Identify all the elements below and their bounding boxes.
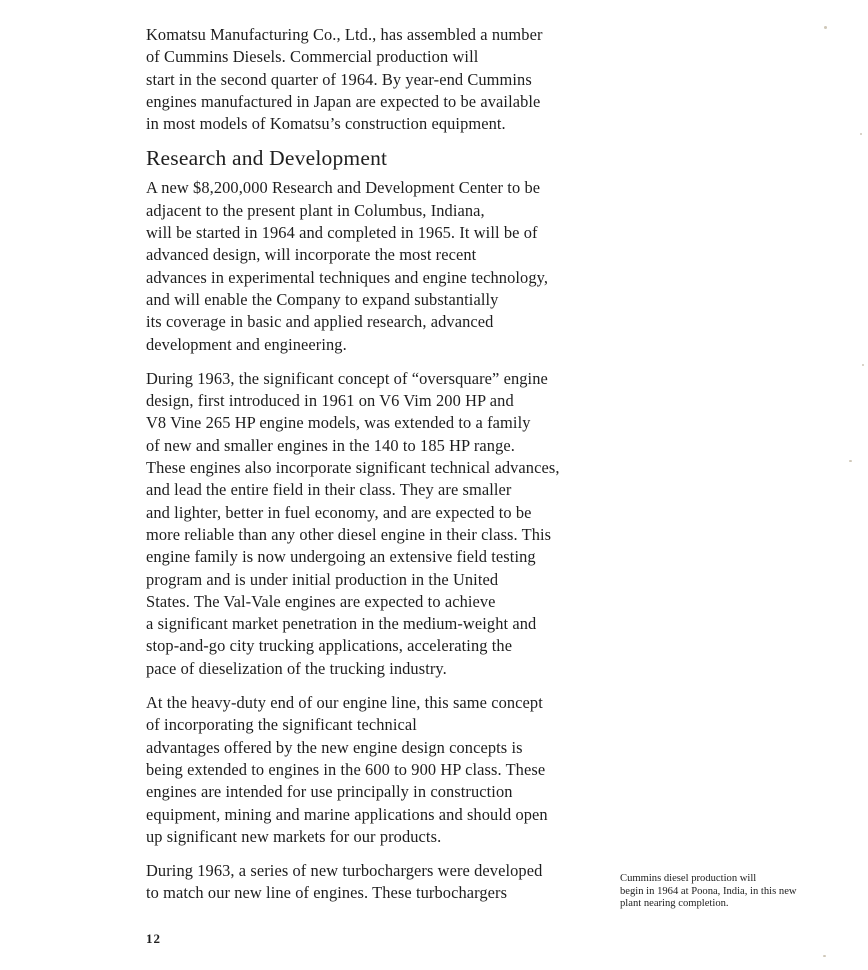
text-line: engine family is now undergoing an extensive field testing bbox=[146, 547, 536, 567]
text-line: design, first introduced in 1961 on V6 Vim 200 HP and bbox=[146, 391, 514, 411]
paragraph-komatsu bbox=[146, 24, 596, 135]
photo-caption bbox=[620, 873, 860, 911]
paragraph-oversquare-engines bbox=[146, 368, 596, 680]
paper-speck bbox=[862, 364, 864, 366]
main-text-column bbox=[146, 24, 596, 905]
text-line: a significant market penetration in the medium-weight and bbox=[146, 614, 537, 634]
caption-line: begin in 1964 at Poona, India, in this new bbox=[620, 885, 797, 897]
text-line: of incorporating the significant technical bbox=[146, 715, 417, 735]
text-line: in most models of Komatsu’s construction equipment. bbox=[146, 114, 506, 134]
text-line: advantages offered by the new engine design concepts is bbox=[146, 737, 523, 757]
text-line: engines manufactured in Japan are expected to be available bbox=[146, 91, 541, 111]
text-line: At the heavy-duty end of our engine line, this same concept bbox=[146, 693, 543, 713]
text-line: program and is under initial production in the United bbox=[146, 569, 499, 589]
text-line: will be started in 1964 and completed in 1965. It will be of bbox=[146, 223, 538, 243]
paragraph-research-center bbox=[146, 177, 596, 355]
page-number: 12 bbox=[146, 931, 161, 946]
text-line: During 1963, the significant concept of “oversquare” engine bbox=[146, 368, 548, 388]
text-line: pace of dieselization of the trucking industry. bbox=[146, 658, 447, 678]
text-line: stop-and-go city trucking applications, accelerating the bbox=[146, 636, 513, 656]
text-line: and lighter, better in fuel economy, and are expected to be bbox=[146, 502, 532, 522]
paper-speck bbox=[824, 26, 827, 29]
text-line: Komatsu Manufacturing Co., Ltd., has assembled a number bbox=[146, 25, 543, 44]
caption-line: plant nearing completion. bbox=[620, 898, 729, 909]
text-line: its coverage in basic and applied research, advanced bbox=[146, 312, 494, 332]
text-line: adjacent to the present plant in Columbus, Indiana, bbox=[146, 200, 485, 220]
text-line: of Cummins Diesels. Commercial production will bbox=[146, 47, 479, 67]
text-line: start in the second quarter of 1964. By year-end Cummins bbox=[146, 69, 532, 89]
paper-speck bbox=[823, 955, 826, 957]
text-line: These engines also incorporate significant technical advances, bbox=[146, 458, 560, 478]
paragraph-gap bbox=[146, 356, 596, 368]
section-heading: Research and Development bbox=[146, 146, 388, 171]
paragraph-gap bbox=[146, 848, 596, 860]
paragraph-turbochargers bbox=[146, 860, 596, 905]
text-line: During 1963, a series of new turbochargers were developed bbox=[146, 861, 543, 881]
paper-speck bbox=[849, 460, 852, 462]
text-line: being extended to engines in the 600 to 900 HP class. These bbox=[146, 759, 546, 779]
text-line: advances in experimental techniques and engine technology, bbox=[146, 267, 549, 287]
paragraph-gap bbox=[146, 680, 596, 692]
text-line: and will enable the Company to expand substantially bbox=[146, 289, 499, 309]
paper-speck bbox=[860, 133, 862, 135]
text-line: V8 Vine 265 HP engine models, was extended to a family bbox=[146, 413, 531, 433]
paragraph-heavy-duty bbox=[146, 692, 596, 848]
text-line: equipment, mining and marine applications and should open bbox=[146, 804, 548, 824]
text-line: development and engineering. bbox=[146, 334, 347, 354]
text-line: and lead the entire field in their class. They are smaller bbox=[146, 480, 512, 500]
text-line: advanced design, will incorporate the most recent bbox=[146, 245, 477, 265]
text-line: engines are intended for use principally in construction bbox=[146, 782, 513, 802]
text-line: States. The Val-Vale engines are expected to achieve bbox=[146, 591, 496, 611]
text-line: to match our new line of engines. These turbochargers bbox=[146, 883, 508, 903]
text-line: up significant new markets for our products. bbox=[146, 826, 442, 846]
text-line: A new $8,200,000 Research and Development Center to be bbox=[146, 178, 541, 198]
text-line: of new and smaller engines in the 140 to 185 HP range. bbox=[146, 435, 515, 455]
caption-line: Cummins diesel production will bbox=[620, 873, 757, 884]
text-line: more reliable than any other diesel engine in their class. This bbox=[146, 524, 552, 544]
